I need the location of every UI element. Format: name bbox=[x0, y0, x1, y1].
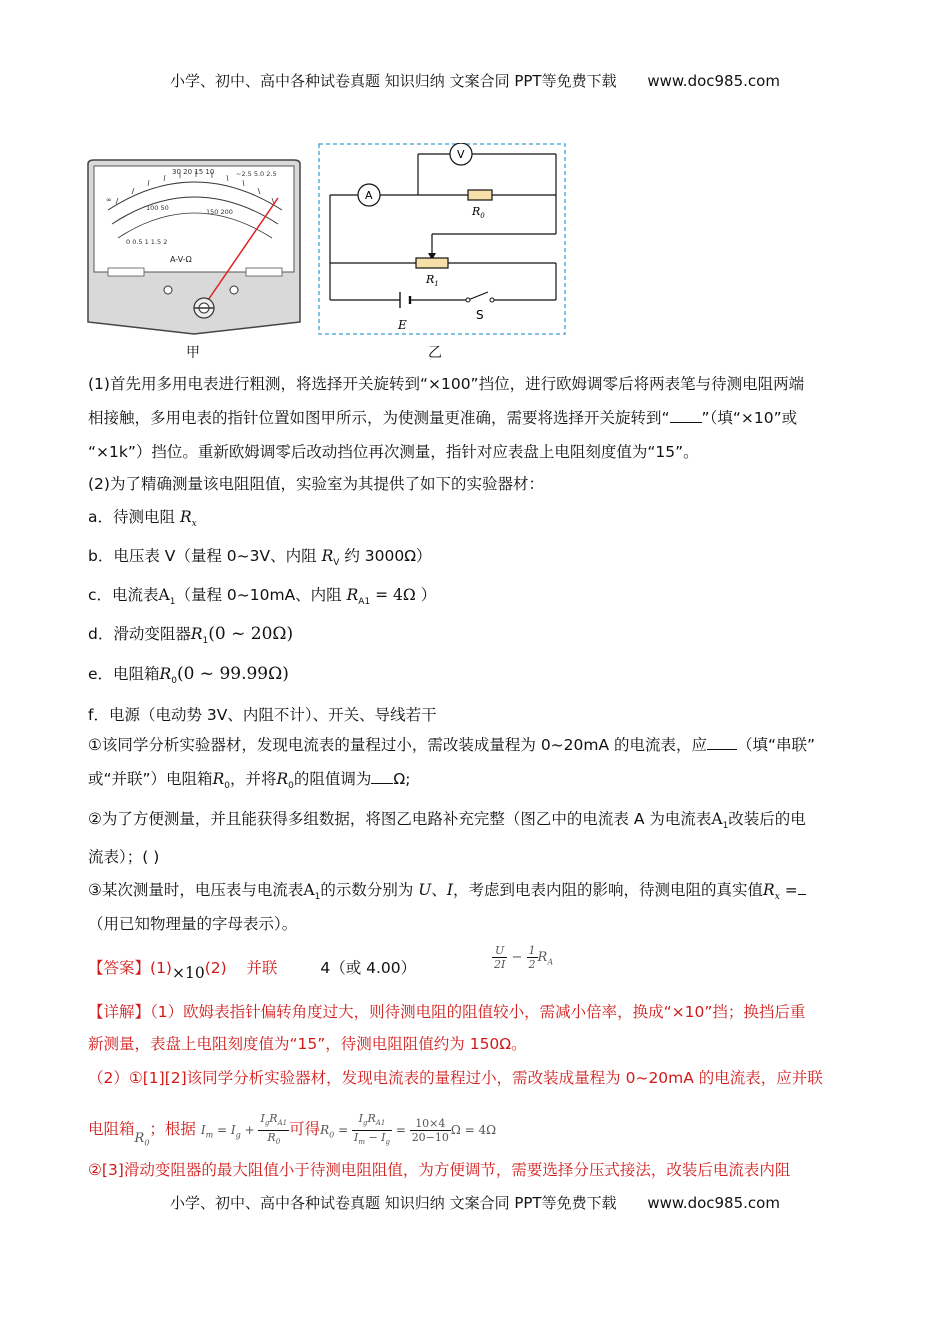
answer-blank-1[interactable] bbox=[670, 408, 702, 423]
header-text: 小学、初中、高中各种试卷真题 知识归纳 文案合同 PPT等免费下载 bbox=[170, 72, 617, 90]
page-footer bbox=[0, 1192, 950, 1213]
question-q3-line1: ③某次测量时，电压表与电流表$A_1$的示数分别为 U、I，考虑到电表内阻的影响，待测电阻的真实值$R_x$ = bbox=[88, 878, 806, 902]
page-header bbox=[0, 70, 950, 91]
meter-top-scale: ~2.5 5.0 2.5 bbox=[236, 170, 277, 178]
svg-text:R1: $R_1$ bbox=[426, 273, 439, 288]
explain-line3: （2）①[1][2]该同学分析实验器材，发现电流表的量程过小，需改装成量程为 0~20mA 的电流表，应并联 bbox=[88, 1069, 823, 1087]
svg-text:150 200: 150 200 bbox=[206, 208, 233, 216]
question-q1-line2: 或“并联”）电阻箱$R_0$，并将$R_0$的阻值调为 Ω; bbox=[88, 770, 411, 792]
answer-blank-4[interactable] bbox=[798, 880, 806, 895]
answer-formula: $\frac{U}{2I}$ − $\frac{1}{2}$ $R_A$ bbox=[494, 944, 554, 971]
answer-label: 【答案】 bbox=[88, 959, 151, 977]
switch-label: S bbox=[476, 308, 484, 322]
footer-site[interactable]: www.doc985.com bbox=[647, 1194, 780, 1212]
ammeter-label: A bbox=[365, 189, 373, 202]
item-f: f．电源（电动势 3V、内阻不计）、开关、导线若干 bbox=[88, 706, 437, 724]
item-a: a．待测电阻 $R_x$ bbox=[88, 508, 197, 530]
footer-text: 小学、初中、高中各种试卷真题 知识归纳 文案合同 PPT等免费下载 bbox=[170, 1194, 617, 1212]
circuit-figure bbox=[318, 143, 568, 335]
voltmeter-label: V bbox=[457, 148, 465, 161]
meter-caption: 甲 bbox=[186, 345, 200, 361]
explain-line4: 电阻箱$_{R_0}$；根据 $I_m = I_g$ + $\frac{I_gR_{A1}}{R_0}$ 可得$R_0$ = $\frac{I_gR_{A1}}{I_m - I_g}$ = $\frac{10\times 4}{20-10}$ Ω = 4Ω bbox=[88, 1112, 497, 1148]
item-c: c．电流表$A_1$（量程 0~10mA、内阻 $R_{A1} = 4\Omega$ ） bbox=[88, 586, 437, 608]
meter-label: A-V-Ω bbox=[170, 255, 192, 264]
question-p1-line3: “×1k”）挡位。重新欧姆调零后改动挡位再次测量，指针对应表盘上电阻刻度值为“15”。 bbox=[88, 443, 699, 461]
question-p2: (2)为了精确测量该电阻阻值，实验室为其提供了如下的实验器材： bbox=[88, 475, 544, 493]
question-q2-line2: 流表）；( ) bbox=[88, 848, 160, 866]
explain-line1: 【详解】（1）欧姆表指针偏转角度过大，则待测电阻的阻值较小，需减小倍率，换成“×10”挡；换挡后重 bbox=[88, 1003, 806, 1021]
svg-text:R0: $R_0$ bbox=[472, 205, 485, 220]
svg-text:0 0.5 1 1.5 2: 0 0.5 1 1.5 2 bbox=[126, 238, 168, 246]
answer-blank-3[interactable] bbox=[371, 769, 393, 784]
explain-line5: ②[3]滑动变阻器的最大阻值小于待测电阻阻值，为方便调节，需要选择分压式接法，改装后电流表内阻 bbox=[88, 1161, 791, 1179]
answer-line: 【答案】(1)×10(2) 并联 4（或 4.00） bbox=[88, 959, 417, 982]
question-q1-line1: ①该同学分析实验器材，发现电流表的量程过小，需改装成量程为 0~20mA 的电流表，应 （填“串联” bbox=[88, 736, 816, 754]
item-b: b．电压表 V（量程 0~3V、内阻 $R_V$ 约 3000Ω） bbox=[88, 547, 432, 569]
explain-line2: 新测量，表盘上电阻刻度值为“15”，待测电阻阻值约为 150Ω。 bbox=[88, 1035, 527, 1053]
header-site[interactable]: www.doc985.com bbox=[647, 72, 780, 90]
item-e: e．电阻箱$R_0(0$ ~ 99.99Ω) bbox=[88, 664, 289, 687]
question-p1-line1: (1)首先用多用电表进行粗测，将选择开关旋转到“×100”挡位，进行欧姆调零后将两表笔与待测电阻两端 bbox=[88, 375, 805, 393]
svg-text:∞: ∞ bbox=[106, 196, 112, 204]
explain-label: 【详解】 bbox=[88, 1003, 151, 1021]
resistor-r0 bbox=[468, 190, 492, 200]
battery-label: E bbox=[398, 318, 407, 332]
question-q2-line1: ②为了方便测量，并且能获得多组数据，将图乙电路补充完整（图乙中的电流表 A 为电流表$A_1$改装后的电 bbox=[88, 810, 806, 832]
svg-text:100 50: 100 50 bbox=[146, 204, 169, 212]
answer-blank-2[interactable] bbox=[707, 735, 737, 750]
svg-text:30 20 15 10: 30 20 15 10 bbox=[172, 168, 215, 176]
multimeter-figure bbox=[86, 158, 302, 336]
item-d: d．滑动变阻器$R_1(0$ ~ 20Ω) bbox=[88, 624, 294, 647]
rheostat-r1 bbox=[416, 258, 448, 268]
circuit-caption: 乙 bbox=[428, 345, 442, 361]
question-p1-line2: 相接触，多用电表的指针位置如图甲所示，为使测量更准确，需要将选择开关旋转到“ ”（填“×10”或 bbox=[88, 409, 798, 427]
question-q3-line2: （用已知物理量的字母表示）。 bbox=[88, 915, 298, 933]
switch-symbol bbox=[490, 298, 494, 302]
